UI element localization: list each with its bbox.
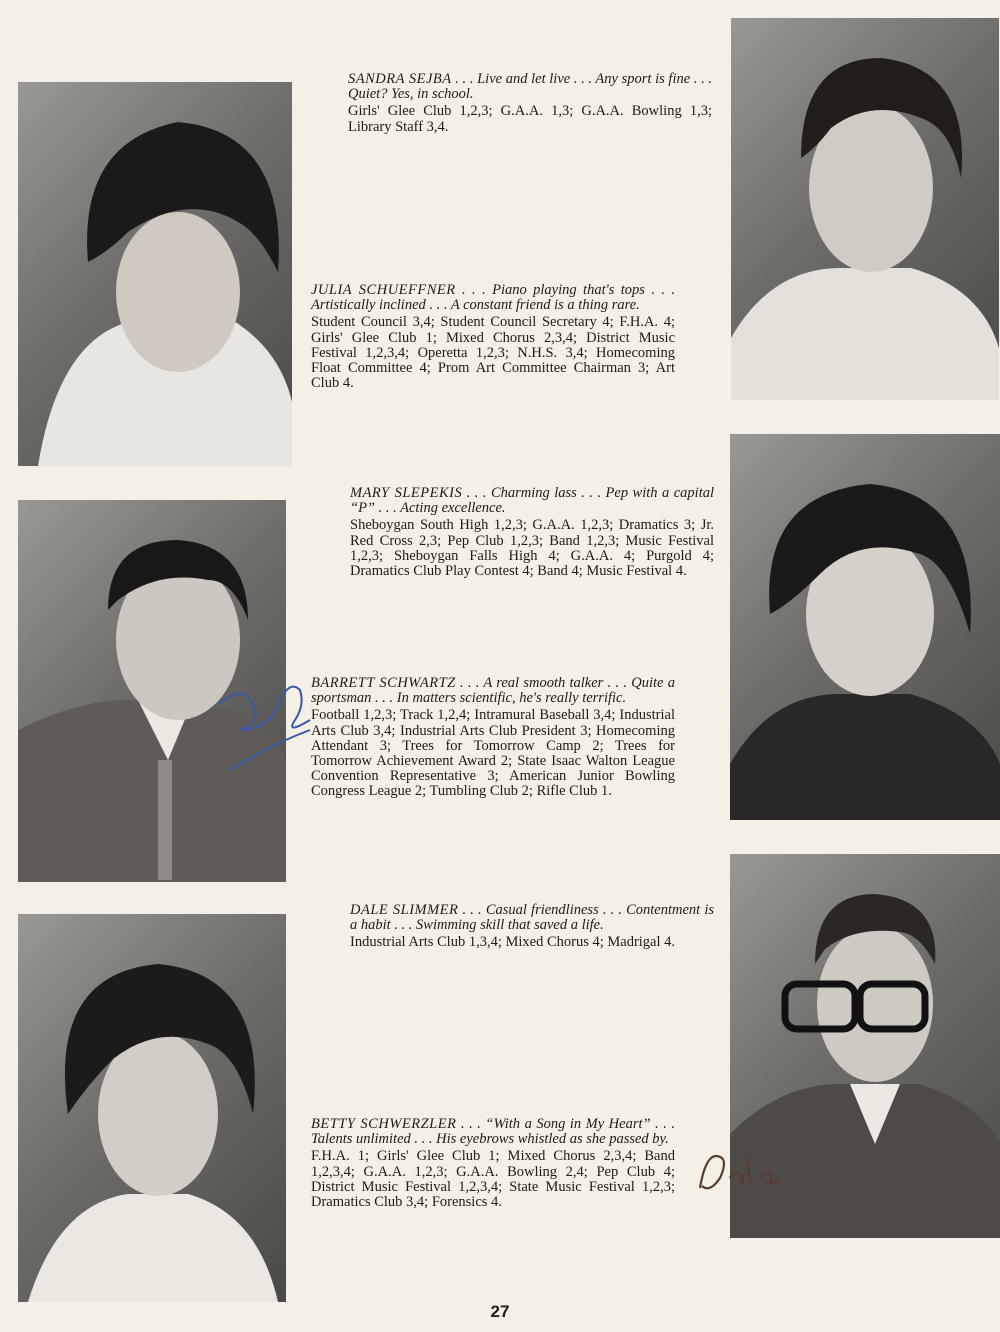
entry-barrett-schwartz	[311, 676, 675, 800]
portrait-photo-sandra-sejba	[731, 18, 999, 400]
student-motto: . . . A real smooth talker . . . Quite a sportsman . . . In matters scientific, he's really terrific.	[311, 675, 675, 707]
student-name: MARY SLEPEKIS	[350, 485, 463, 501]
signature-dale	[690, 1148, 790, 1198]
student-name: BARRETT SCHWARTZ	[311, 675, 456, 691]
student-activities: Industrial Arts Club 1,3,4; Mixed Chorus 4; Madrigal 4.	[350, 934, 676, 951]
student-activities: Girls' Glee Club 1,2,3; G.A.A. 1,3; G.A.A. Bowling 1,3; Library Staff 3,4.	[348, 103, 712, 135]
entry-motto	[311, 1117, 675, 1147]
portrait-photo-julia-schueffner	[18, 82, 292, 466]
student-motto: . . . “With a Song in My Heart” . . . Talents unlimited . . . His eyebrows whistled as she passed by.	[311, 1116, 676, 1148]
student-activities: F.H.A. 1; Girls' Glee Club 1; Mixed Chorus 2,3,4; Band 1,2,3,4; G.A.A. 1,2,3; G.A.A. Bowling 2,4; Pep Club 4; District Music Festival 1,2,3,4; State Music Festival 1,2,3; Dramatics Club 3,4; Forensics 4.	[311, 1148, 675, 1211]
student-motto: . . . Piano playing that's tops . . . Artistically inclined . . . A constant friend is a thing rare.	[311, 282, 676, 314]
student-name: DALE SLIMMER	[350, 902, 459, 918]
entry-mary-slepekis	[350, 486, 714, 579]
entry-betty-schwerzler	[311, 1117, 675, 1210]
entry-motto	[350, 903, 714, 933]
student-name: JULIA SCHUEFFNER	[311, 282, 456, 298]
portrait-photo-betty-schwerzler	[18, 914, 286, 1302]
entry-motto	[350, 486, 714, 516]
entry-motto	[311, 283, 675, 313]
student-motto: . . . Live and let live . . . Any sport is fine . . . Quiet? Yes, in school.	[348, 71, 712, 103]
entry-julia-schueffner	[311, 283, 675, 391]
student-activities: Student Council 3,4; Student Council Secretary 4; F.H.A. 4; Girls' Glee Club 1; Mixed Chorus 2,3,4; District Music Festival 1,2,3,4; Operetta 1,2,3; N.H.S. 3,4; Homecoming Float Committee 4; Prom Art Committee Chairman 3; Art Club 4.	[311, 314, 675, 392]
student-motto: . . . Charming lass . . . Pep with a capital “P” . . . Acting excellence.	[350, 485, 714, 517]
student-activities: Sheboygan South High 1,2,3; G.A.A. 1,2,3; Dramatics 3; Jr. Red Cross 2,3; Pep Club 1,2,3; Band 1,2,3; Music Festival 1,2,3; Sheboygan Falls High 4; G.A.A. 4; Purgold 4; Dramatics Club Play Contest 4; Band 4; Music Festival 4.	[350, 517, 714, 580]
entry-motto	[348, 72, 712, 102]
student-motto: . . . Casual friendliness . . . Contentment is a habit . . . Swimming skill that saved a life.	[350, 902, 715, 934]
entry-motto	[311, 676, 675, 706]
student-activities: Football 1,2,3; Track 1,2,4; Intramural Baseball 3,4; Industrial Arts Club 3,4; Industrial Arts Club President 3; Homecoming Attendant 3; Trees for Tomorrow Camp 2; Trees for Tomorrow Achievement Award 2; State Isaac Walton League Convention Representative 3; American Junior Bowling Congress League 2; Tumbling Club 2; Rifle Club 1.	[311, 707, 675, 800]
student-name: SANDRA SEJBA	[348, 71, 452, 87]
entry-dale-slimmer	[350, 903, 714, 951]
student-name: BETTY SCHWERZLER	[311, 1116, 457, 1132]
portrait-photo-mary-slepekis	[730, 434, 1000, 820]
entry-sandra-sejba	[348, 72, 712, 135]
page-number: 27	[490, 1302, 510, 1321]
